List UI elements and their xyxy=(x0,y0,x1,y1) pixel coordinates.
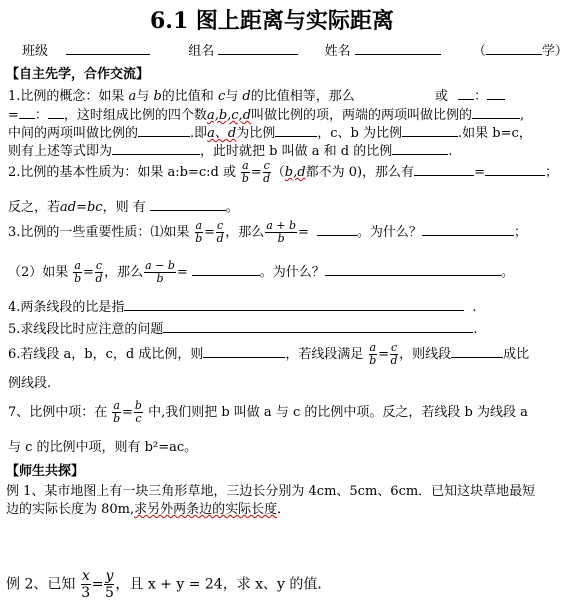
class-field[interactable] xyxy=(66,41,150,55)
group-label: 组名 xyxy=(188,44,215,59)
text: = xyxy=(8,108,19,123)
name-field[interactable] xyxy=(355,41,441,55)
text: . xyxy=(472,300,477,315)
numerator: a xyxy=(195,219,203,232)
fraction xyxy=(144,260,176,285)
var-c: c xyxy=(217,89,226,104)
fraction xyxy=(95,260,103,285)
denominator: c xyxy=(135,412,142,425)
text: .如果 b=c， xyxy=(458,126,532,141)
fraction xyxy=(81,568,91,601)
item6-line1 xyxy=(8,342,529,367)
text: . xyxy=(448,144,453,159)
text: 的比值和 xyxy=(161,89,214,104)
var-a: a xyxy=(128,89,137,104)
blank[interactable] xyxy=(317,222,357,236)
numerator: a xyxy=(113,399,120,412)
text: ： xyxy=(34,108,48,123)
text: ，若线段满足 xyxy=(285,347,364,362)
text: = xyxy=(91,576,104,593)
denominator: d xyxy=(95,272,103,285)
blank[interactable] xyxy=(472,105,520,119)
fraction xyxy=(390,342,398,367)
text: 6.若线段 a，b，c，d 成比例，则 xyxy=(8,347,204,362)
denominator: b xyxy=(277,232,285,245)
text: 都不为 0)，那么有 xyxy=(305,165,415,180)
numerator: a xyxy=(369,341,377,354)
item7-line1 xyxy=(8,400,528,425)
blank[interactable] xyxy=(163,319,473,333)
var-b: b xyxy=(153,89,162,104)
section-heading-explore: 【师生共探】 xyxy=(6,464,85,479)
blank[interactable] xyxy=(192,262,260,276)
text: 1.比例的概念：如果 xyxy=(8,89,125,104)
numerator: b xyxy=(134,399,142,412)
text: 5.求线段比时应注意的问题 xyxy=(8,322,164,337)
item5 xyxy=(8,318,478,337)
numerator: a xyxy=(242,159,249,172)
blank[interactable] xyxy=(48,105,64,119)
blank[interactable] xyxy=(402,123,458,137)
text: = xyxy=(204,225,216,240)
paren-open: （ xyxy=(472,44,486,59)
blank[interactable] xyxy=(422,222,514,236)
text: = xyxy=(298,225,309,240)
blank[interactable] xyxy=(203,344,285,358)
text: 。为什么？ xyxy=(259,265,325,280)
text: 7、比例中项：在 xyxy=(8,405,108,420)
denominator: 5 xyxy=(104,585,114,601)
fraction xyxy=(73,260,82,285)
text: 中,我们则把 b 叫做 a 与 c 的比例中项。反之，若线段 b 为线段 a xyxy=(148,405,528,420)
text: 例线段. xyxy=(8,376,52,391)
text: 求另外两条边的实际长度 xyxy=(134,502,278,517)
text: ad=bc xyxy=(60,200,103,215)
example1-line2 xyxy=(6,498,290,517)
text: 反之，若 xyxy=(8,200,61,215)
blank[interactable] xyxy=(138,123,190,137)
student-no-field[interactable] xyxy=(486,41,542,55)
text: a、d xyxy=(207,126,237,141)
numerator: a − b xyxy=(145,259,175,272)
group-field[interactable] xyxy=(218,41,298,55)
text: = xyxy=(121,405,133,420)
blank[interactable] xyxy=(487,86,505,100)
header-row xyxy=(22,40,568,59)
denominator: b xyxy=(113,412,121,425)
text: 或 xyxy=(435,89,449,104)
text: 的比值相等，那么 xyxy=(250,89,355,104)
example2 xyxy=(6,568,331,601)
text: 边的实际长度为 80m, xyxy=(6,502,135,517)
text: ； xyxy=(544,165,558,180)
fraction xyxy=(195,220,204,245)
fraction xyxy=(241,160,250,185)
denominator: d xyxy=(216,232,224,245)
text: = xyxy=(474,165,485,180)
denominator: b xyxy=(74,272,82,285)
item7-line2 xyxy=(8,436,197,455)
text: ． xyxy=(277,502,291,517)
numerator: a xyxy=(74,259,81,272)
text: 3.比例的一些重要性质：⑴如果 xyxy=(8,225,190,240)
fraction xyxy=(265,220,297,245)
fraction xyxy=(134,400,143,425)
text: ，且 x + y = 24，求 x、y 的值． xyxy=(115,576,332,593)
blank[interactable] xyxy=(112,141,200,155)
example1-line1: 例 1、某市地图上有一块三角形草地，三边长分别为 4cm、5cm、6cm．已知这块草地最短 xyxy=(6,484,536,499)
text: 。为什么？ xyxy=(356,225,422,240)
numerator: c xyxy=(95,259,103,272)
blank[interactable] xyxy=(275,123,317,137)
denominator: d xyxy=(263,172,271,185)
fraction xyxy=(216,220,224,245)
denominator: b xyxy=(241,172,249,185)
text: = xyxy=(378,347,389,362)
item1-line2: = ： ，这时组成比例的四个数a,b,c,d叫做比例的项，两端的两项叫做比例的 , xyxy=(8,104,524,123)
blank[interactable] xyxy=(451,344,503,358)
text: 与 xyxy=(225,89,239,104)
item3-line1 xyxy=(8,220,527,245)
text: = xyxy=(82,265,94,280)
class-label: 班级 xyxy=(22,44,49,59)
item1-line3 xyxy=(8,122,532,141)
item1-line1 xyxy=(8,85,505,104)
blank[interactable] xyxy=(359,87,431,100)
numerator: c xyxy=(217,219,224,232)
numerator: a + b xyxy=(266,219,297,232)
text: 为比例 xyxy=(236,126,276,141)
text: ，此时就把 b 叫做 a 和 d 的比例 xyxy=(200,144,393,159)
text: = xyxy=(250,165,262,180)
blank[interactable] xyxy=(325,262,501,276)
paren-close: 学） xyxy=(541,44,568,59)
denominator: d xyxy=(390,354,398,367)
blank[interactable] xyxy=(150,197,226,211)
text: a,b,c,d xyxy=(206,108,252,123)
text: ； xyxy=(513,225,527,240)
text: 叫做比例的项，两端的两项叫做比例的 xyxy=(251,108,473,123)
text: b,d xyxy=(284,165,306,180)
blank[interactable] xyxy=(124,297,464,311)
blank[interactable] xyxy=(414,162,474,176)
text: . xyxy=(473,322,478,337)
numerator: x xyxy=(81,568,90,584)
text: 2.比例的基本性质为：如果 a:b=c:d 或 xyxy=(8,165,236,180)
text: 。 xyxy=(500,265,514,280)
text: 成比 xyxy=(503,347,530,362)
text: ，则 有 xyxy=(102,200,146,215)
denominator: b xyxy=(195,232,203,245)
text: ，c、b 为比例 xyxy=(317,126,402,141)
text: （ xyxy=(271,165,285,180)
fraction xyxy=(104,568,114,601)
item3-line2 xyxy=(8,260,514,285)
text: ，则线段 xyxy=(399,347,452,362)
section-heading-self-study: 【自主先学，合作交流】 xyxy=(6,67,150,82)
item1-line4 xyxy=(8,140,452,159)
denominator: 3 xyxy=(81,585,91,601)
text: ，这时组成比例的四个数 xyxy=(63,108,207,123)
text: 中间的两项叫做比例的 xyxy=(8,126,139,141)
var-d: d xyxy=(242,89,251,104)
text: ： xyxy=(474,89,488,104)
blank[interactable] xyxy=(458,86,474,100)
item2-line2 xyxy=(8,196,239,215)
denominator: b xyxy=(369,354,377,367)
item2-line1 xyxy=(8,160,558,185)
fraction xyxy=(263,160,271,185)
text: 与 xyxy=(136,89,150,104)
fraction xyxy=(112,400,121,425)
item6-line2 xyxy=(8,372,51,391)
numerator: c xyxy=(390,341,398,354)
item4 xyxy=(8,296,477,315)
blank[interactable] xyxy=(485,162,545,176)
page-title: 6.1 图上距离与实际距离 xyxy=(150,8,394,34)
blank[interactable] xyxy=(392,141,448,155)
text: （2）如果 xyxy=(8,265,69,280)
text: 则有上述等式即为 xyxy=(8,144,113,159)
text: 与 c 的比例中项，则有 b²=ac。 xyxy=(8,440,198,455)
blank[interactable] xyxy=(19,105,35,119)
text: 4.两条线段的比是指 xyxy=(8,300,125,315)
numerator: c xyxy=(263,159,270,172)
text: 。 xyxy=(225,200,239,215)
fraction xyxy=(369,342,378,367)
name-label: 姓名 xyxy=(324,44,351,59)
text: 例 2、已知 xyxy=(6,576,76,593)
text: .即 xyxy=(190,126,208,141)
numerator: y xyxy=(105,568,114,584)
text: = xyxy=(176,265,188,280)
text: ，那么 xyxy=(104,265,144,280)
denominator: b xyxy=(156,272,164,285)
text: ，那么 xyxy=(225,225,265,240)
